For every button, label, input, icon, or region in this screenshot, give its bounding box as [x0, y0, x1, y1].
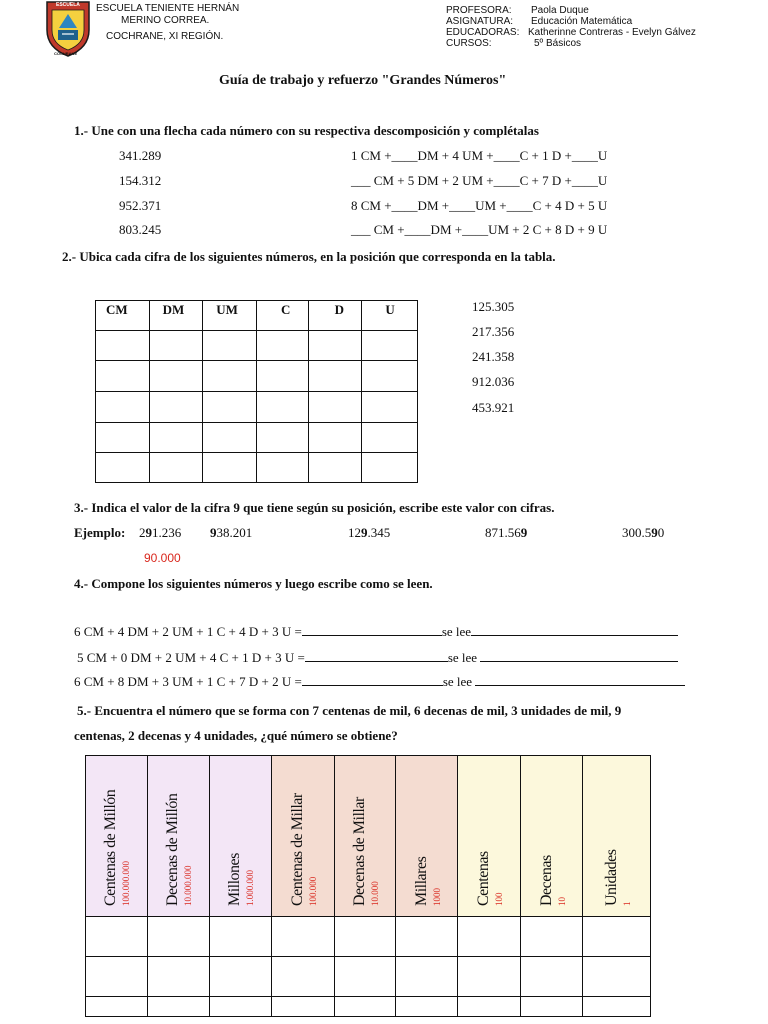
q3-number-1-post: 1.236	[152, 525, 182, 540]
q3-number-3-nine: 9	[361, 525, 368, 540]
q4-answer-blank-1[interactable]	[302, 623, 442, 636]
table-cell[interactable]	[96, 361, 150, 392]
table-row	[96, 423, 418, 453]
q2-number-2: 217.356	[472, 324, 515, 339]
numeric-positions-header-row	[86, 756, 651, 917]
q3-number-5-post: 0	[657, 525, 665, 540]
column-header-2	[147, 756, 209, 917]
column-header-5	[334, 756, 396, 917]
q4-read-blank-3[interactable]	[475, 673, 685, 686]
table-cell[interactable]	[396, 917, 458, 957]
table-cell[interactable]	[96, 331, 150, 361]
courses-label: CURSOS:	[446, 38, 492, 49]
column-header-label	[226, 853, 255, 906]
column-header-8	[521, 756, 583, 917]
table-cell[interactable]	[458, 997, 521, 1017]
q1-number-2: 154.312	[119, 173, 162, 188]
table-cell[interactable]	[583, 957, 651, 997]
table-cell[interactable]	[256, 331, 308, 361]
q4-heading: 4.- Compone los siguientes números y luego escribe como se leen.	[74, 576, 433, 591]
educators-value: Katherinne Contreras - Evelyn Gálvez	[528, 27, 696, 38]
table-cell[interactable]	[583, 997, 651, 1017]
column-header-value: 100	[494, 892, 505, 906]
column-header-label	[603, 850, 632, 906]
table-cell[interactable]	[149, 453, 203, 483]
col-header-um: UM	[203, 301, 257, 331]
q1-number-3: 952.371	[119, 198, 162, 213]
table-cell[interactable]	[149, 423, 203, 453]
teacher-value: Paola Duque	[531, 5, 589, 16]
table-cell[interactable]	[308, 423, 362, 453]
q3-number-3-post: .345	[367, 525, 391, 540]
column-header-1	[86, 756, 148, 917]
q4-read-blank-2[interactable]	[480, 649, 678, 662]
q3-example-label: Ejemplo:	[74, 525, 126, 540]
col-header-cm: CM	[96, 301, 150, 331]
table-cell[interactable]	[308, 453, 362, 483]
table-cell[interactable]	[308, 361, 362, 392]
q3-number-5	[622, 525, 664, 541]
table-cell[interactable]	[362, 453, 418, 483]
q4-answer-blank-3[interactable]	[302, 673, 443, 686]
column-header-name: Unidades	[602, 849, 620, 906]
column-header-label	[289, 793, 318, 906]
column-header-name: Centenas de Millón	[102, 789, 120, 906]
column-header-value: 10.000	[369, 881, 380, 906]
q3-number-3	[348, 525, 390, 541]
table-cell[interactable]	[521, 957, 583, 997]
table-cell[interactable]	[458, 957, 521, 997]
table-row	[96, 331, 418, 361]
q1-decomposition-4: ___ CM +____DM +____UM + 2 C + 8 D + 9 U	[351, 222, 608, 237]
column-header-7	[458, 756, 521, 917]
column-header-label	[413, 857, 442, 906]
table-cell[interactable]	[334, 997, 396, 1017]
column-header-value: 100.000.000	[121, 861, 132, 906]
table-cell[interactable]	[96, 453, 150, 483]
table-cell[interactable]	[334, 957, 396, 997]
table-cell[interactable]	[147, 997, 209, 1017]
column-header-label	[351, 797, 380, 906]
column-header-3	[209, 756, 271, 917]
q3-heading: 3.- Indica el valor de la cifra 9 que tiene según su posición, escribe este valor con cifras.	[74, 500, 555, 515]
q4-read-label-2: se lee	[447, 650, 478, 665]
q3-number-1-pre: 2	[139, 525, 146, 540]
school-name-line1: ESCUELA TENIENTE HERNÁN	[96, 3, 240, 14]
q2-heading: 2.- Ubica cada cifra de los siguientes números, en la posición que corresponda en la tabla.	[62, 249, 556, 264]
table-cell[interactable]	[203, 423, 257, 453]
table-cell[interactable]	[271, 957, 334, 997]
col-header-c: C	[256, 301, 308, 331]
q3-number-3-pre: 12	[348, 525, 361, 540]
table-cell[interactable]	[256, 423, 308, 453]
courses-value: 5º Básicos	[534, 38, 582, 49]
table-cell[interactable]	[203, 361, 257, 392]
table-cell[interactable]	[362, 423, 418, 453]
column-header-value: 1000	[431, 888, 442, 906]
q3-number-1-nine: 9	[145, 525, 152, 540]
table-row	[96, 361, 418, 392]
q3-number-2	[210, 525, 252, 541]
q1-number-1: 341.289	[119, 148, 162, 163]
table-cell[interactable]	[271, 997, 334, 1017]
logo-bottom-text: COCHRANE	[54, 51, 78, 56]
q3-number-4	[485, 525, 527, 541]
table-cell[interactable]	[96, 423, 150, 453]
q2-number-5: 453.921	[472, 400, 515, 415]
table-row	[96, 453, 418, 483]
col-header-d: D	[308, 301, 362, 331]
column-header-value: 100.000	[307, 876, 318, 906]
q4-read-label-1: se lee	[441, 624, 472, 639]
column-header-name: Decenas	[537, 855, 555, 906]
column-header-6	[396, 756, 458, 917]
q3-number-5-pre: 300.5	[622, 525, 652, 540]
column-header-label	[475, 851, 504, 906]
q4-read-label-3: se lee	[442, 674, 473, 689]
column-header-label	[538, 855, 567, 906]
column-header-value: 10	[556, 897, 567, 906]
q5-heading-line2: centenas, 2 decenas y 4 unidades, ¿qué número se obtiene?	[74, 728, 398, 743]
teacher-label: PROFESORA:	[446, 5, 512, 16]
q1-heading: 1.- Une con una flecha cada número con su respectiva descomposición y complétalas	[74, 123, 539, 138]
numeric-positions-table	[85, 755, 651, 1017]
place-value-table	[95, 300, 418, 483]
q2-number-1: 125.305	[472, 299, 515, 314]
q2-number-3: 241.358	[472, 349, 515, 364]
table-cell[interactable]	[86, 957, 148, 997]
q3-number-1	[139, 525, 181, 541]
table-cell[interactable]	[396, 997, 458, 1017]
table-cell[interactable]	[149, 331, 203, 361]
table-cell[interactable]	[147, 957, 209, 997]
table-cell[interactable]	[147, 917, 209, 957]
column-header-name: Centenas	[475, 851, 493, 906]
table-cell[interactable]	[362, 361, 418, 392]
column-header-value: 10.000.000	[183, 865, 194, 906]
column-header-name: Millares	[412, 856, 430, 906]
table-cell[interactable]	[583, 917, 651, 957]
column-header-label	[164, 794, 193, 906]
column-header-9	[583, 756, 651, 917]
q4-answer-blank-2[interactable]	[305, 649, 448, 662]
q3-example-answer: 90.000	[144, 551, 181, 565]
table-row	[86, 957, 651, 997]
q4-row-1	[74, 623, 678, 640]
table-cell[interactable]	[458, 917, 521, 957]
table-cell[interactable]	[209, 917, 271, 957]
q1-decomposition-2: ___ CM + 5 DM + 2 UM +____C + 7 D +____U	[351, 173, 608, 188]
column-header-value: 1	[621, 901, 632, 906]
page-title: Guía de trabajo y refuerzo "Grandes Números"	[219, 73, 507, 88]
q1-number-4: 803.245	[119, 222, 162, 237]
q4-expression-2: 5 CM + 0 DM + 2 UM + 4 C + 1 D + 3 U =	[77, 650, 305, 665]
table-cell[interactable]	[86, 917, 148, 957]
q4-row-2	[77, 649, 678, 666]
school-name-line3: COCHRANE, XI REGIÓN.	[106, 31, 224, 42]
table-row	[96, 392, 418, 423]
q1-decomposition-3: 8 CM +____DM +____UM +____C + 4 D + 5 U	[351, 198, 608, 213]
column-header-value: 1.000.000	[245, 870, 256, 906]
table-cell[interactable]	[256, 392, 308, 423]
table-cell[interactable]	[256, 453, 308, 483]
q1-decomposition-1: 1 CM +____DM + 4 UM +____C + 1 D +____U	[351, 148, 608, 163]
table-cell[interactable]	[362, 392, 418, 423]
table-cell[interactable]	[96, 392, 150, 423]
table-cell[interactable]	[521, 997, 583, 1017]
column-header-4	[271, 756, 334, 917]
logo-top-text: ESCUELA	[56, 2, 80, 8]
q3-number-4-nine: 9	[520, 525, 528, 540]
table-row	[86, 917, 651, 957]
q3-number-2-nine: 9	[210, 525, 217, 540]
q2-number-4: 912.036	[472, 374, 515, 389]
q3-number-2-post: 38.201	[216, 525, 253, 540]
column-header-label	[102, 790, 131, 906]
subject-label: ASIGNATURA:	[446, 16, 514, 27]
table-cell[interactable]	[149, 361, 203, 392]
school-name-line2: MERINO CORREA.	[121, 15, 210, 26]
table-cell[interactable]	[86, 997, 148, 1017]
table-cell[interactable]	[209, 997, 271, 1017]
table-cell[interactable]	[209, 957, 271, 997]
table-cell[interactable]	[308, 331, 362, 361]
col-header-dm: DM	[149, 301, 203, 331]
table-cell[interactable]	[256, 361, 308, 392]
table-cell[interactable]	[308, 392, 362, 423]
column-header-name: Decenas de Millón	[164, 793, 182, 906]
q3-number-4-pre: 871.56	[485, 525, 521, 540]
q3-number-5-nine: 9	[651, 525, 658, 540]
column-header-name: Decenas de Millar	[350, 797, 368, 906]
table-cell[interactable]	[334, 917, 396, 957]
table-cell[interactable]	[271, 917, 334, 957]
table-cell[interactable]	[203, 392, 257, 423]
table-cell[interactable]	[521, 917, 583, 957]
column-header-name: Centenas de Millar	[288, 793, 306, 906]
table-cell[interactable]	[362, 331, 418, 361]
q4-expression-3: 6 CM + 8 DM + 3 UM + 1 C + 7 D + 2 U =	[74, 674, 302, 689]
school-logo	[44, 0, 92, 58]
column-header-name: Millones	[226, 853, 244, 906]
q4-row-3	[74, 673, 685, 690]
col-header-u: U	[362, 301, 418, 331]
q4-expression-1: 6 CM + 4 DM + 2 UM + 1 C + 4 D + 3 U =	[74, 624, 302, 639]
table-cell[interactable]	[396, 957, 458, 997]
table-row	[86, 997, 651, 1017]
q5-heading-line1: 5.- Encuentra el número que se forma con 7 centenas de mil, 6 decenas de mil, 3 unidades de mil, 9	[77, 703, 622, 718]
subject-value: Educación Matemática	[531, 16, 633, 27]
table-cell[interactable]	[203, 331, 257, 361]
educators-label: EDUCADORAS:	[446, 27, 520, 38]
table-cell[interactable]	[203, 453, 257, 483]
table-cell[interactable]	[149, 392, 203, 423]
q4-read-blank-1[interactable]	[471, 623, 678, 636]
